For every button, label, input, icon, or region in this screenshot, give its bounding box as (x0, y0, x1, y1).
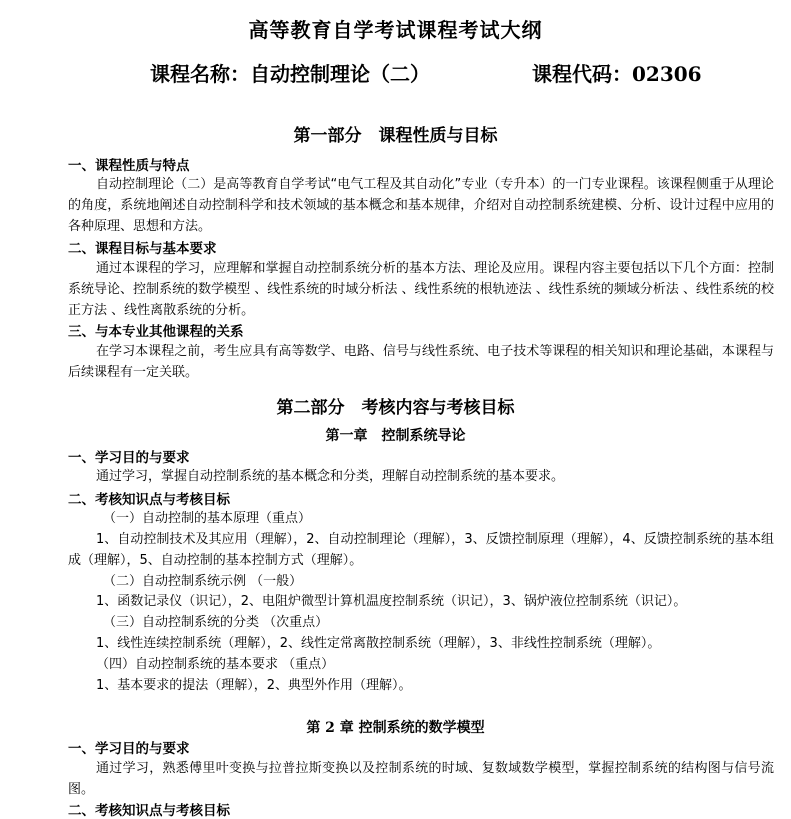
ch1-section1-text: 通过学习，掌握自动控制系统的基本概念和分类，理解自动控制系统的基本要求。 (96, 469, 565, 484)
part1-section1-text: 自动控制理论（二）是高等教育自学考试“电气工程及其自动化”专业（专升本）的一门专业课程。该课程侧重于从理论的角度，系统地阐述自动控制科学和技术领域的基本概念和基本规律，介绍对自动控制系统建模、分析、设计过程中应用的各种原理、思想和方法。 (68, 177, 774, 234)
ch1-section1-heading: 一、学习目的与要求 (68, 450, 190, 466)
chapter1-title: 第一章 控制系统导论 (325, 428, 466, 444)
ch1-knowledge4-heading: （四）自动控制系统的基本要求 （重点） (96, 657, 335, 672)
ch1-knowledge4-text: 1、基本要求的提法（理解），2、典型外作用（理解）。 (96, 678, 412, 693)
part1-section3-heading: 三、与本专业其他课程的关系 (68, 324, 244, 340)
ch2-section1-text: 通过学习，熟悉傅里叶变换与拉普拉斯变换以及控制系统的时域、复数域数学模型，掌握控制系统的结构图与信号流图。 (68, 761, 774, 797)
chapter2-title: 第 2 章 控制系统的数学模型 (306, 720, 485, 736)
ch1-knowledge3-heading: （三）自动控制系统的分类 （次重点） (103, 615, 329, 630)
ch1-knowledge3-text: 1、线性连续控制系统（理解），2、线性定常离散控制系统（理解），3、非线性控制系统（理解）。 (96, 636, 661, 651)
ch2-section1-heading: 一、学习目的与要求 (68, 741, 190, 757)
part1-section2-heading: 二、课程目标与基本要求 (68, 241, 217, 257)
part1-section1-heading: 一、课程性质与特点 (68, 158, 190, 174)
part1-title: 第一部分 课程性质与目标 (293, 126, 498, 146)
part1-section2-text: 通过本课程的学习，应理解和掌握自动控制系统分析的基本方法、理论及应用。课程内容主要包括以下几个方面：控制系统导论、控制系统的数学模型 、线性系统的时域分析法 、线性系统的根轨迹法 、线性系统的频域分析法 、线性系统的校正方法 、线性离散系统的分析。 (68, 261, 774, 318)
part1-section3-text: 在学习本课程之前，考生应具有高等数学、电路、信号与线性系统、电子技术等课程的相关知识和理论基础，本课程与后续课程有一定关联。 (68, 344, 774, 380)
ch1-section2-heading: 二、考核知识点与考核目标 (68, 492, 230, 508)
part2-title: 第二部分 考核内容与考核目标 (276, 398, 515, 418)
course-code: 课程代码：02306 (532, 62, 702, 86)
ch1-knowledge2-text: 1、函数记录仪（识记），2、电阻炉微型计算机温度控制系统（识记），3、锅炉液位控制系统（识记）。 (96, 594, 687, 609)
ch1-knowledge1-heading: （一）自动控制的基本原理（重点） (103, 511, 312, 526)
ch1-knowledge1-text: 1、自动控制技术及其应用（理解），2、自动控制理论（理解），3、反馈控制原理（理解），4、反馈控制系统的基本组成（理解），5、自动控制的基本控制方式（理解）。 (68, 532, 774, 568)
ch1-knowledge2-heading: （二）自动控制系统示例 （一般） (103, 574, 303, 589)
ch2-section2-heading-partial: 二、考核知识点与考核目标 (68, 803, 230, 819)
document-title: 高等教育自学考试课程考试大纲 (248, 18, 543, 42)
course-name: 课程名称：自动控制理论（二） (150, 62, 430, 86)
